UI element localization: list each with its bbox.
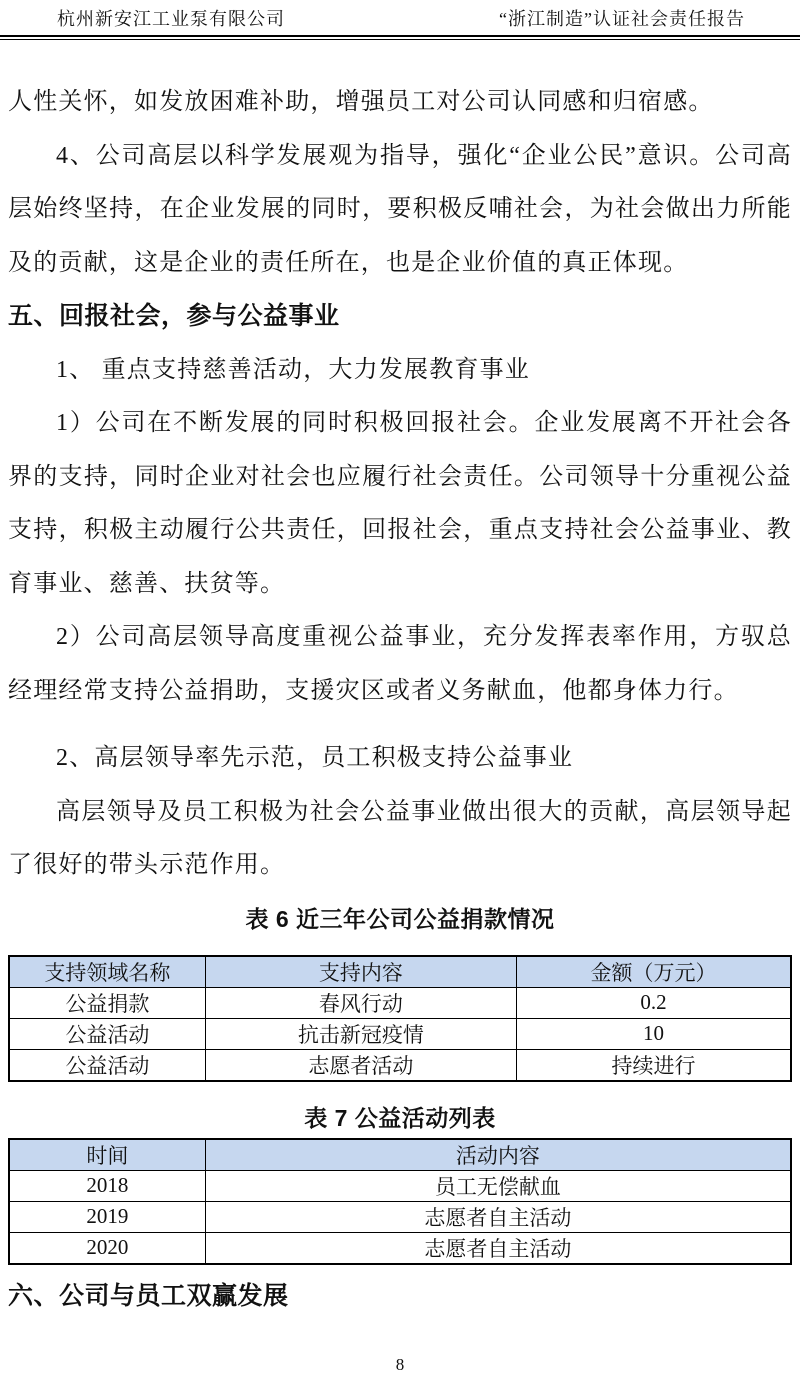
table-row (9, 1232, 791, 1264)
table-cell: 2018 (9, 1170, 205, 1201)
paragraph-care: 人性关怀，如发放困难补助，增强员工对公司认同感和归宿感。 (8, 89, 714, 115)
paragraph-sub2-title: 2、高层领导率先示范，员工积极支持公益事业 (56, 745, 574, 771)
table6-header-content: 支持内容 (205, 956, 516, 988)
paragraph-item4: 4、公司高层以科学发展观为指导，强化“企业公民”意识。公司高层始终坚持，在企业发展的同时，要积极反哺社会，为社会做出力所能及的贡献，这是企业的责任所在，也是企业价值的真正体现。 (8, 142, 792, 276)
table-cell: 公益活动 (9, 1049, 205, 1081)
paragraph-sub1-a: 1）公司在不断发展的同时积极回报社会。企业发展离不开社会各界的支持，同时企业对社会也应履行社会责任。公司领导十分重视公益支持，积极主动履行公共责任，回报社会，重点支持社会公益事业、教育事业、慈善、扶贫等。 (8, 410, 792, 597)
table-cell: 员工无偿献血 (205, 1170, 791, 1201)
table6-header-amount: 金额（万元） (517, 956, 791, 988)
table-cell: 志愿者自主活动 (205, 1201, 791, 1232)
page-number: 8 (395, 1355, 405, 1374)
table7-title: 表 7 公益活动列表 (304, 1104, 496, 1131)
paragraph-sub1-title: 1、 重点支持慈善活动，大力发展教育事业 (56, 356, 530, 383)
table-row (9, 1170, 791, 1201)
table-cell: 2020 (9, 1232, 205, 1264)
table-cell: 春风行动 (205, 987, 516, 1018)
paragraph-sub1-b: 2）公司高层领导高度重视公益事业，充分发挥表率作用，方驭总经理经常支持公益捐助，支援灾区或者义务献血，他都身体力行。 (8, 624, 792, 704)
table-cell: 志愿者自主活动 (205, 1232, 791, 1264)
table-cell: 公益捐款 (9, 987, 205, 1018)
header-company-name: 杭州新安江工业泵有限公司 (57, 9, 285, 29)
table6-title: 表 6 近三年公司公益捐款情况 (245, 905, 555, 932)
section-heading-five: 五、回报社会，参与公益事业 (8, 302, 340, 330)
page-header (0, 0, 800, 35)
table-cell: 抗击新冠疫情 (205, 1018, 516, 1049)
section-heading-six: 六、公司与员工双赢发展 (8, 1281, 289, 1310)
table-row (9, 1049, 791, 1081)
table-cell: 志愿者活动 (205, 1049, 516, 1081)
paragraph-sub2-a: 高层领导及员工积极为社会公益事业做出很大的贡献，高层领导起了很好的带头示范作用。 (8, 798, 792, 878)
table-row (9, 987, 791, 1018)
table6-header-field: 支持领域名称 (9, 956, 205, 988)
table-header-row (9, 1139, 791, 1171)
table-header-row (9, 956, 791, 988)
activity-table (8, 1138, 792, 1265)
table-row (9, 1018, 791, 1049)
header-report-title: “浙江制造”认证社会责任报告 (499, 9, 745, 29)
page-content (0, 76, 800, 1317)
table7-header-activity: 活动内容 (205, 1139, 791, 1171)
table-cell: 公益活动 (9, 1018, 205, 1049)
table-cell: 2019 (9, 1201, 205, 1232)
table-cell: 10 (517, 1018, 791, 1049)
page-footer (0, 1355, 800, 1375)
donation-table (8, 955, 792, 1082)
table7-header-time: 时间 (9, 1139, 205, 1171)
table-cell: 0.2 (517, 987, 791, 1018)
table-row (9, 1201, 791, 1232)
table-cell: 持续进行 (517, 1049, 791, 1081)
header-rule (0, 35, 800, 40)
